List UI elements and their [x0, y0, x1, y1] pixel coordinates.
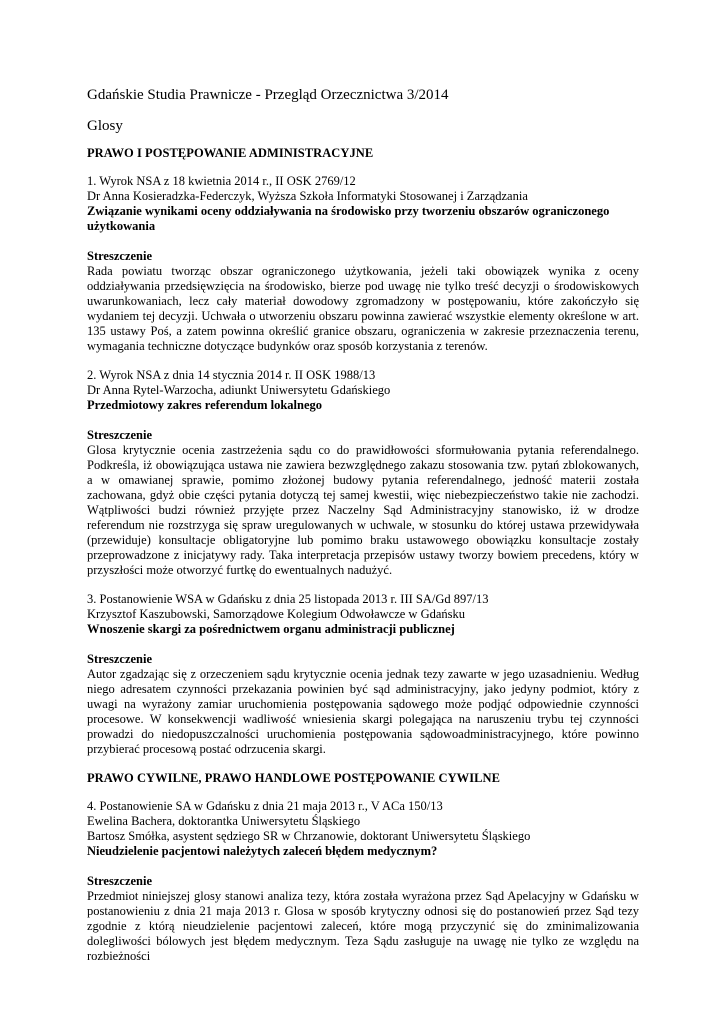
document-page	[87, 86, 639, 978]
entry-citation: 1. Wyrok NSA z 18 kwietnia 2014 r., II OSK 2769/12	[87, 174, 356, 188]
journal-header: Gdańskie Studia Prawnicze - Przegląd Orzecznictwa 3/2014	[87, 87, 449, 103]
entry-topic: Wnoszenie skargi za pośrednictwem organu administracji publicznej	[87, 622, 455, 636]
entry-topic: Związanie wynikami oceny oddziaływania na środowisko przy tworzeniu obszarów ograniczonego użytkowania	[87, 204, 610, 233]
entry-citation: 4. Postanowienie SA w Gdańsku z dnia 21 maja 2013 r., V ACa 150/13	[87, 799, 443, 813]
entry-citation: 2. Wyrok NSA z dnia 14 stycznia 2014 r. II OSK 1988/13	[87, 368, 376, 382]
entry-2	[87, 368, 639, 578]
entry-3	[87, 592, 639, 757]
section-title-civil: PRAWO CYWILNE, PRAWO HANDLOWE POSTĘPOWANIE CYWILNE	[87, 771, 500, 785]
summary-text: Autor zgadzając się z orzeczeniem sądu krytycznie ocenia jednak tezy zawarte w jego uzasadnieniu. Według niego adresatem czynności przekazania powinien być sąd administracyjny, jako jedyny podmiot, który z uwagi na wyrażony zamiar uruchomienia postępowania sądowego może podjąć odpowiednie czynności procesowe. W konsekwencji wadliwość wniesienia skargi polegająca na naruszeniu trybu tej czynności prowadzi do niedopuszczalności uruchomienia postępowania sądowoadministracyjnego, które powinno przybierać procesową postać odrzucenia skargi.	[87, 667, 639, 756]
summary-heading: Streszczenie	[87, 874, 153, 888]
entry-author: Krzysztof Kaszubowski, Samorządowe Kolegium Odwoławcze w Gdańsku	[87, 607, 466, 621]
summary-heading: Streszczenie	[87, 652, 153, 666]
entry-author: Bartosz Smółka, asystent sędziego SR w Chrzanowie, doktorant Uniwersytetu Śląskiego	[87, 829, 531, 843]
entry-author: Ewelina Bachera, doktorantka Uniwersytetu Śląskiego	[87, 814, 361, 828]
entry-4	[87, 799, 639, 964]
summary-text: Przedmiot niniejszej glosy stanowi analiza tezy, która została wyrażona przez Sąd Apelacyjny w Gdańsku w postanowieniu z dnia 21 maja 2013 r. Glosa w sposób krytyczny odnosi się do postanowień przez Sąd tezy zgodnie z którą nieudzielenie pacjentowi zaleceń, które mogą przyczynić się do zminimalizowania dolegliwości bólowych jest błędem medycznym. Teza Sądu zasługuje na uwagę nie tylko ze względu na rozbieżności	[87, 889, 639, 963]
summary-heading: Streszczenie	[87, 249, 153, 263]
entry-1	[87, 174, 639, 354]
summary-heading: Streszczenie	[87, 428, 153, 442]
section-label-glosy: Glosy	[87, 118, 123, 134]
entry-citation: 3. Postanowienie WSA w Gdańsku z dnia 25 listopada 2013 r. III SA/Gd 897/13	[87, 592, 489, 606]
entry-author: Dr Anna Kosieradzka-Federczyk, Wyższa Szkoła Informatyki Stosowanej i Zarządzania	[87, 189, 528, 203]
entry-topic: Przedmiotowy zakres referendum lokalnego	[87, 398, 323, 412]
summary-text: Rada powiatu tworząc obszar ograniczonego użytkowania, jeżeli taki obowiązek wynika z oceny oddziaływania przedsięwzięcia na środowisko, bierze pod uwagę nie tylko treść decyzji o środowiskowych uwarunkowaniach, lecz cały materiał dowodowy zgromadzony w postępowaniu, które zakończyło się wydaniem tej decyzji. Uchwała o utworzeniu obszaru powinna zawierać wszystkie elementy określone w art. 135 ustawy Poś, a zatem powinna określić granice obszaru, ograniczenia w zakresie przeznaczenia terenu, wymagania techniczne dotyczące budynków oraz sposób korzystania z terenów.	[87, 264, 639, 353]
section-title-administrative: PRAWO I POSTĘPOWANIE ADMINISTRACYJNE	[87, 146, 374, 160]
entry-author: Dr Anna Rytel-Warzocha, adiunkt Uniwersytetu Gdańskiego	[87, 383, 391, 397]
summary-text: Glosa krytycznie ocenia zastrzeżenia sądu co do prawidłowości sformułowania pytania referendalnego. Podkreśla, iż obowiązująca ustawa nie zawiera bezwzględnego zakazu stosowania tzw. pytań zblokowanych, a w omawianej sprawie, pomimo złożonej budowy pytania referendalnego, jedność materii została zachowana, gdyż obie części pytania dotyczą tej samej kwestii, więc niebezpieczeństwo takie nie zachodzi. Wątpliwości budzi również przyjęte przez Naczelny Sąd Administracyjny stanowisko, iż w drodze referendum nie rozstrzyga się spraw uregulowanych w uchwale, w stosunku do której ustawa przewidywała (przewiduje) konsultacje obligatoryjne lub pomimo braku ustawowego obowiązku konsultacje zostały przeprowadzone z inicjatywy rady. Taka interpretacja przepisów ustawy tworzy bowiem precedens, który w przyszłości może otworzyć furtkę do ewentualnych nadużyć.	[87, 443, 639, 577]
entry-topic: Nieudzielenie pacjentowi należytych zaleceń błędem medycznym?	[87, 844, 438, 858]
